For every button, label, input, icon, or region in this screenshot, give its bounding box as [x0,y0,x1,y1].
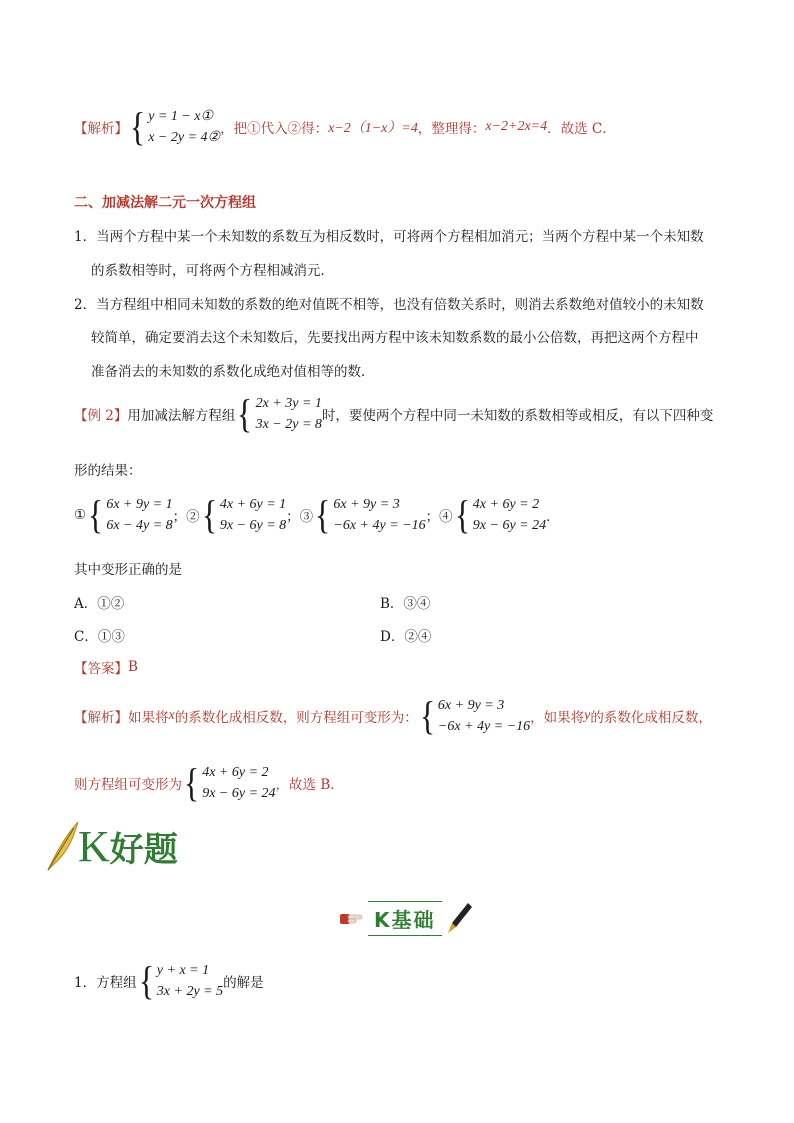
example-text: 用加减法解方程组 [127,408,236,424]
paragraph-line: 1．当两个方程中某一个未知数的系数互为相反数时，可将两个方程相加消元；当两个方程中某一个未知数 [74,229,704,245]
question-number: 1．方程组 [74,975,137,991]
equation-line-2: 9x − 6y = 24 [472,518,547,533]
analysis-text: ，把①代入②得： [220,121,329,137]
equation-line-1: 4x + 6y = 1 [219,497,287,512]
equation-line-1: 6x + 9y = 3 [333,497,400,512]
transform-options [74,494,560,536]
option-separator: ；② [172,509,200,525]
analysis-text: ，整理得： [417,121,486,137]
example2-analysis-line2 [74,762,344,804]
option-end: ． [546,509,560,525]
equation-line-2: 6x − 4y = 8 [106,518,173,533]
answer-line [74,657,138,677]
answer-value: B [128,659,138,675]
option-marker: ① [74,507,87,523]
equation-line-1: 6x + 9y = 1 [106,497,173,512]
answer-label: 【答案】 [74,661,128,677]
equation-system: { 6x + 9y = 3 −6x + 4y = −16 [315,492,426,537]
equation-line-2: −6x + 4y = −16 [333,518,426,533]
example2-statement [74,393,713,435]
analysis-label: 【解析】 [74,710,128,726]
equation-line-1: 2x + 3y = 1 [255,396,322,411]
equation-line-2: x − 2y = 4② [148,130,221,145]
example-text-continued: 形的结果： [74,463,142,479]
paragraph-line: 2．当方程组中相同未知数的系数的绝对值既不相等，也没有倍数关系时，则消去系数绝对值较小的未知数 [74,297,704,313]
choice-b: B．③④ [380,596,431,612]
logo-k-letter: K [78,821,110,871]
analysis-conclusion: ．故选 C． [547,121,616,137]
equation-system: { 4x + 6y = 1 9x − 6y = 8 [201,492,287,537]
equation-line-1: y = 1 − x① [148,109,214,124]
equation-system: { y + x = 1 3x + 2y = 5 [138,958,224,1003]
analysis-text: 的系数化成相反数，则方程组可变形为： [174,710,418,726]
equation-system: { 6x + 9y = 1 6x − 4y = 8 [88,492,173,537]
example-label: 【例 2】 [74,408,128,424]
equation-system: { 2x + 3y = 1 3x − 2y = 8 [237,391,322,436]
option-separator: ；④ [425,509,453,525]
choice-d: D．②④ [380,629,432,645]
jichu-text: K基础 [368,901,442,936]
equation-system: { y = 1 − x① x − 2y = 4② [129,104,221,149]
fountain-pen-icon [446,901,472,935]
paragraph-line: 较简单，确定要消去这个未知数后，先要找出两方程中该未知数系数的最小公倍数，再把这两个方程中 [91,330,699,346]
ex1-analysis-line [74,106,616,148]
question-text: 的解是 [223,975,264,991]
section-title: 二、加减法解二元一次方程组 [74,195,256,211]
paragraph-line: 准备消去的未知数的系数化成绝对值相等的数． [91,364,375,380]
choice-c: C．①③ [74,629,125,645]
choice-a: A．①② [74,596,125,612]
analysis-text: ，如果将 [530,710,585,726]
paragraph-line: 的系数相等时，可将两个方程相减消元． [91,263,334,279]
equation-line-2: 3x + 2y = 5 [156,984,224,999]
analysis-expression: x−2+2x=4 [485,119,548,134]
logo-text: 好题 [109,829,178,870]
example-text: 时，要使两个方程中同一未知数的系数相等或相反，有以下四种变 [321,408,714,424]
analysis-label: 【解析】 [74,121,128,137]
jichu-badge [338,898,472,938]
equation-system: { 4x + 6y = 2 9x − 6y = 24 [454,492,547,537]
equation-system: { 6x + 9y = 3 −6x + 4y = −16 [419,693,531,738]
question-1 [74,960,264,1002]
variable-y: y [584,708,591,723]
equation-line-1: 4x + 6y = 2 [472,497,540,512]
analysis-text: 如果将 [128,710,169,726]
equation-line-1: 6x + 9y = 3 [437,698,505,713]
option-separator: ；③ [286,509,314,525]
equation-line-1: y + x = 1 [156,963,210,978]
equation-line-2: −6x + 4y = −16 [437,719,531,734]
equation-system: { 4x + 6y = 2 9x − 6y = 24 [183,760,276,805]
equation-line-2: 9x − 6y = 24 [202,786,276,801]
analysis-text: 则方程组可变形为 [74,777,182,793]
equation-line-2: 9x − 6y = 8 [219,518,287,533]
analysis-text: 的系数化成相反数， [590,710,712,726]
equation-line-2: 3x − 2y = 8 [255,417,322,432]
equation-line-1: 4x + 6y = 2 [202,765,269,780]
variable-x: x [168,708,175,723]
question-text: 其中变形正确的是 [74,562,182,578]
analysis-conclusion: ，故选 B． [275,777,344,793]
analysis-expression: x−2（1−x）=4 [328,121,418,136]
haoti-logo [44,818,178,874]
example2-analysis-line1 [74,695,712,737]
pointing-hand-icon [338,908,364,928]
